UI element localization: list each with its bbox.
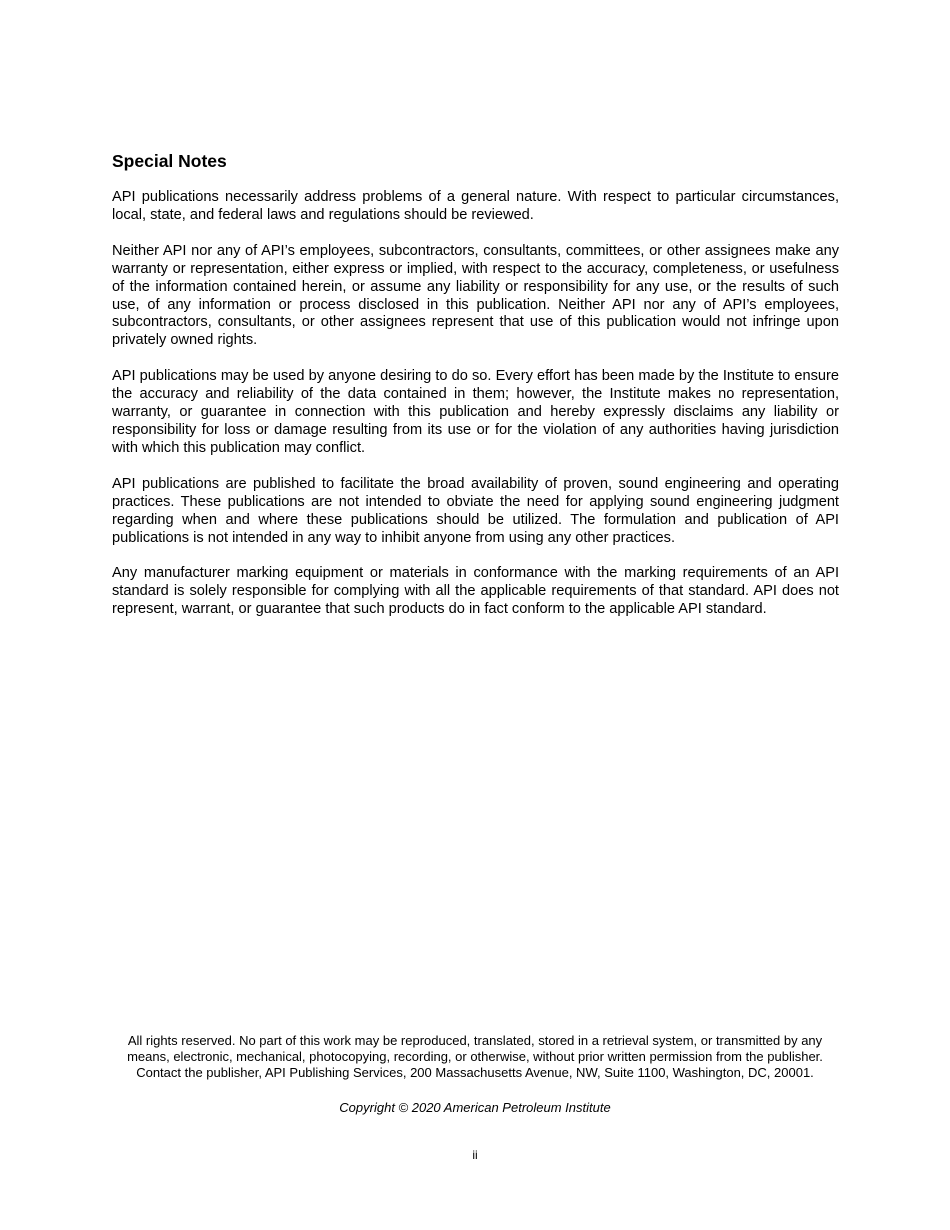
rights-line: Contact the publisher, API Publishing Services, 200 Massachusetts Avenue, NW, Suite 1100, Washington, DC, 20001. bbox=[136, 1065, 814, 1080]
rights-line: All rights reserved. No part of this work may be reproduced, translated, stored in a retrieval system, or transmitted by any bbox=[127, 1033, 823, 1048]
paragraph-no-warranty: Neither API nor any of API’s employees, subcontractors, consultants, committees, or other assignees make any warranty or representation, either express or implied, with respect to the accuracy, completeness, or usefulness of the information contained herein, or assume any liability or responsibility for any use, or the results of such use, of any information or process disclosed in this publication. Neither API nor any of API’s employees, subcontractors, consultants, or other assignees represent that use of this publication would not infringe upon privately owned rights. bbox=[112, 242, 839, 349]
paragraph-engineering-practices: API publications are published to facilitate the broad availability of proven, sound engineering and operating practices. These publications are not intended to obviate the need for applying sound engineering judgment regarding when and where these publications should be utilized. The formulation and publication of API publications is not intended in any way to inhibit anyone from using any other practices. bbox=[112, 475, 839, 546]
section-heading: Special Notes bbox=[112, 151, 227, 171]
paragraph-general-nature: API publications necessarily address problems of a general nature. With respect to particular circumstances, local, state, and federal laws and regulations should be reviewed. bbox=[112, 189, 839, 223]
paragraph-use-by-anyone: API publications may be used by anyone desiring to do so. Every effort has been made by the Institute to ensure the accuracy and reliability of the data contained in them; however, the Institute makes no representation, warranty, or guarantee in connection with this publication and hereby expressly disclaims any liability or responsibility for loss or damage resulting from its use or for the violation of any authorities having jurisdiction with which this publication may conflict. bbox=[112, 368, 839, 456]
paragraph-manufacturer-marking: Any manufacturer marking equipment or materials in conformance with the marking requirements of an API standard is solely responsible for complying with all the applicable requirements of that standard. API does not represent, warrant, or guarantee that such products do in fact conform to the applicable API standard. bbox=[112, 565, 839, 618]
special-notes-section bbox=[112, 150, 839, 637]
rights-line: means, electronic, mechanical, photocopying, recording, or otherwise, without prior written permission from the publisher. bbox=[127, 1049, 823, 1064]
page-number: ii bbox=[472, 1148, 478, 1162]
rights-notice bbox=[100, 1033, 850, 1081]
copyright-notice: Copyright © 2020 American Petroleum Institute bbox=[339, 1100, 611, 1115]
